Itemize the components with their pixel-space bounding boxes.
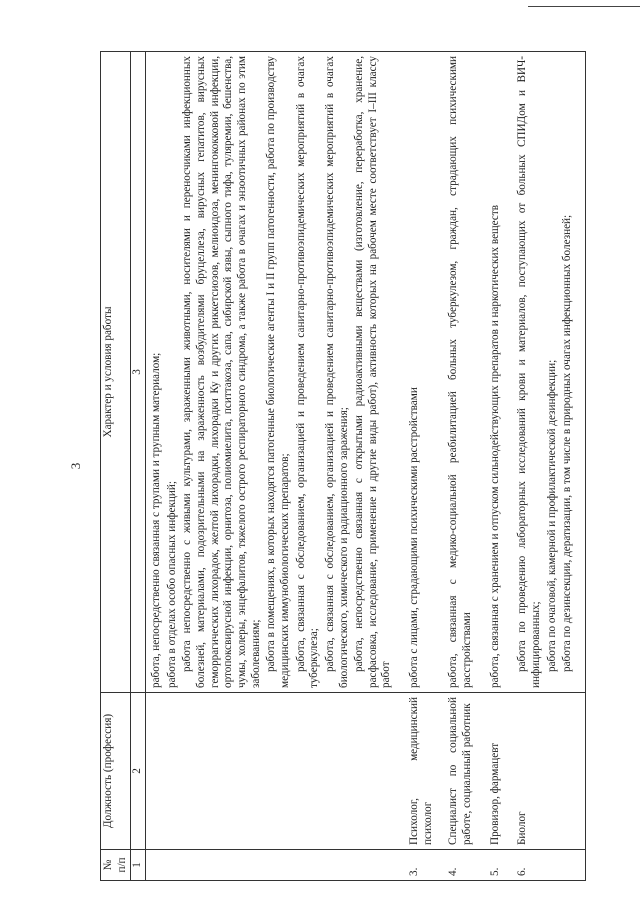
work-item: работа, связанная с медико-социальной реабилитацией больных туберкулезом, граждан, страдающих психическими расстройствами bbox=[447, 56, 474, 688]
work-item: работа, непосредственно связанная с открытыми радиоактивными веществами (изготовление, переработка, хранение, расфасовка, исследование, применение и другие виды работ), активность которых на рабочем месте соответствует I–III классу работ bbox=[353, 56, 393, 688]
header-num: № п/п bbox=[101, 850, 131, 881]
work-item: работа непосредственно с живыми культурами, зараженными животными, носителями и переносчиками инфекционных болезней, материалами, подозрительными на зараженность возбудителями бруцеллеза, вирусных гепатитов, вирусных геморрагических лихорадок, желтой лихорадки, лихорадки Ку и других риккетсиозов, мелиоидоза, менингококковой инфекции, ортопоксвирусной инфекции, орнитоза, полиомиелита, пситтакоза, сапа, сибирской язвы, сыпного тифа, туляремии, бешенства, чумы, холеры, энцефалитов, тяжелого острого респираторного синдрома, а также работа в очагах и энзоотичных районах по этим заболеваниям; bbox=[181, 56, 262, 688]
column-number-row bbox=[131, 52, 146, 881]
table-row bbox=[485, 52, 513, 881]
table-row bbox=[404, 52, 443, 881]
row-work bbox=[145, 52, 404, 693]
row-num bbox=[145, 850, 404, 881]
row-position: Специалист по социальной работе, социальный работник bbox=[443, 693, 484, 850]
col-number-1: 1 bbox=[131, 850, 146, 881]
work-conditions-table bbox=[100, 51, 586, 881]
table-row bbox=[145, 52, 404, 881]
rotated-page bbox=[60, 51, 580, 881]
corner-rule bbox=[528, 6, 640, 7]
row-work bbox=[404, 52, 443, 693]
row-position: Провизор, фармацевт bbox=[485, 693, 513, 850]
work-item: работа по дезинсекции, дератизации, в том числе в природных очагах инфекционных болезней; bbox=[561, 214, 574, 672]
work-item: работа, связанная с хранением и отпуском сильнодействующих препаратов и наркотических веществ bbox=[488, 204, 501, 688]
header-position: Должность (профессия) bbox=[101, 693, 131, 850]
row-num: 5. bbox=[485, 850, 513, 881]
page-number: 3 bbox=[68, 462, 83, 470]
table-row bbox=[443, 52, 484, 881]
header-work: Характер и условия работы bbox=[101, 52, 131, 693]
work-item: работа, связанная с обследованием, организацией и проведением санитарно-противоэпидемических мероприятий в очагах биологического, химического и радиационного заражения; bbox=[323, 56, 350, 688]
work-item: работа по проведению лабораторных исследований крови и материалов, поступающих от больных СПИДом и ВИЧ-инфицированных; bbox=[516, 56, 543, 688]
work-item: работа в отделах особо опасных инфекций; bbox=[165, 481, 178, 688]
col-number-3: 3 bbox=[131, 52, 146, 693]
work-item: работа с лицами, страдающими психическими расстройствами bbox=[408, 387, 421, 688]
table-row bbox=[512, 52, 585, 881]
row-position: Биолог bbox=[512, 693, 585, 850]
row-position bbox=[145, 693, 404, 850]
row-position: Психолог, медицинский психолог bbox=[404, 693, 443, 850]
row-num: 3. bbox=[404, 850, 443, 881]
row-work bbox=[443, 52, 484, 693]
row-work bbox=[512, 52, 585, 693]
row-work bbox=[485, 52, 513, 693]
work-item: работа, связанная с обследованием, организацией и проведением санитарно-противоэпидемических мероприятий в очагах туберкулеза; bbox=[294, 56, 321, 688]
row-num: 6. bbox=[512, 850, 585, 881]
row-num: 4. bbox=[443, 850, 484, 881]
work-item: работа по очаговой, камерной и профилактической дезинфекции; bbox=[545, 359, 558, 672]
col-number-2: 2 bbox=[131, 693, 146, 850]
work-item: работа в помещениях, в которых находятся патогенные биологические агенты I и II групп патогенности, работа по производству медицинских иммунобиологических препаратов; bbox=[265, 56, 291, 688]
work-item: работа, непосредственно связанная с трупами и трупным материалом; bbox=[149, 352, 162, 688]
table-header-row bbox=[101, 52, 131, 881]
